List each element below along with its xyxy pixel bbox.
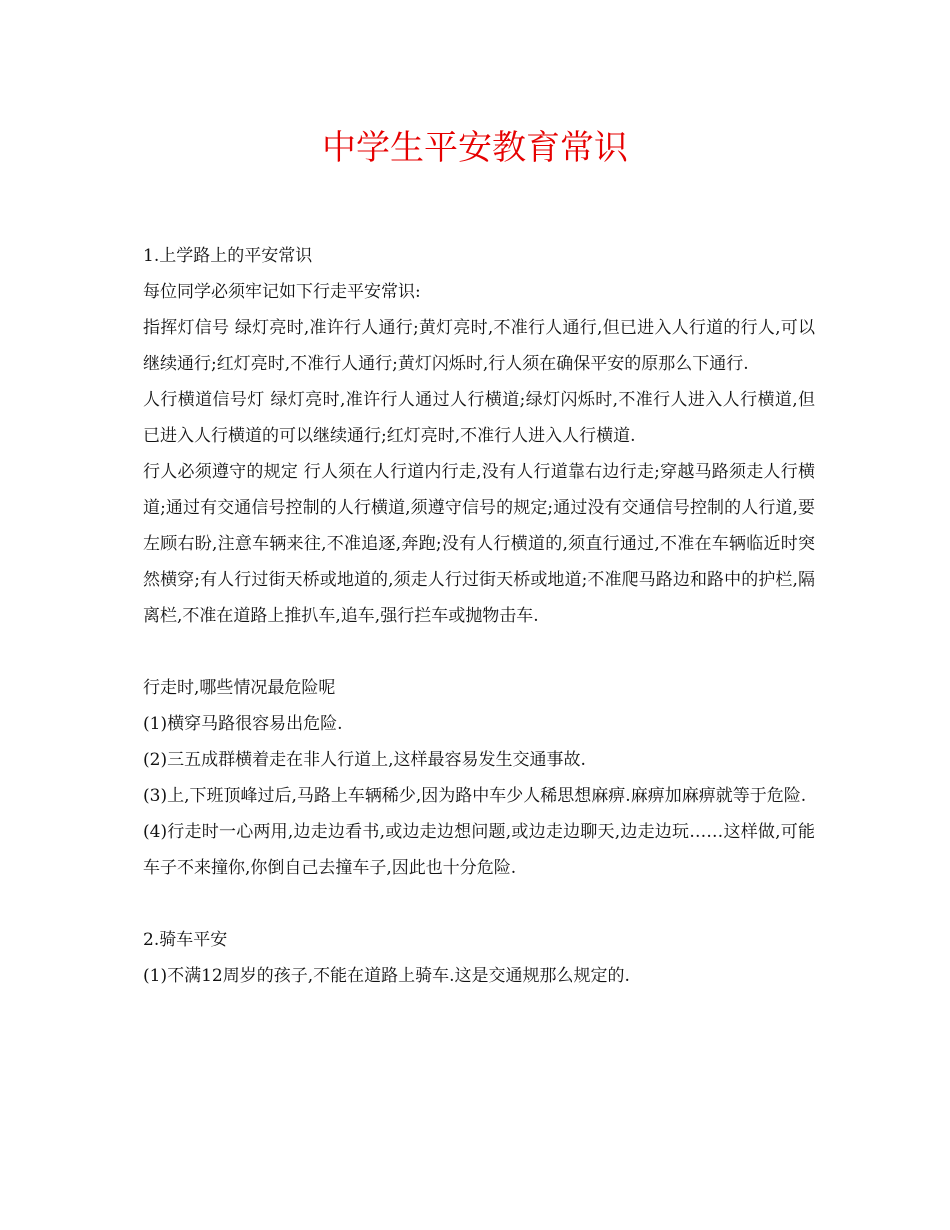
paragraph-pedestrian-rules: 行人必须遵守的规定 行人须在人行道内行走,没有人行道靠右边行走;穿越马路须走人行横道;通过有交通信号控制的人行横道,须遵守信号的规定;通过没有交通信号控制的人行道,要左顾右盼,注意车辆来往,不准追逐,奔跑;没有人行横道的,须直行通过,不准在车辆临近时突然横穿;有人行过街天桥或地道的,须走人行过街天桥或地道;不准爬马路边和路中的护栏,隔离栏,不准在道路上推扒车,追车,强行拦车或抛物击车. <box>143 462 815 626</box>
list-item-danger-2: (2)三五成群横着走在非人行道上,这样最容易发生交通事故. <box>143 750 586 770</box>
list-item-danger-1: (1)横穿马路很容易出危险. <box>143 714 343 734</box>
paragraph-intro: 每位同学必须牢记如下行走平安常识: <box>143 282 421 302</box>
section-heading-cycling-safety: 2.骑车平安 <box>143 930 228 950</box>
paragraph-spacer <box>143 634 815 670</box>
section-heading-walking-safety: 1.上学路上的平安常识 <box>143 246 313 266</box>
document-body <box>143 238 815 994</box>
subheading-dangers: 行走时,哪些情况最危险呢 <box>143 678 336 698</box>
list-item-cycling-1: (1)不满12周岁的孩子,不能在道路上骑车.这是交通规那么规定的. <box>143 966 630 986</box>
list-item-danger-4: (4)行走时一心两用,边走边看书,或边走边想问题,或边走边聊天,边走边玩……这样做,可能车子不来撞你,你倒自己去撞车子,因此也十分危险. <box>143 822 815 878</box>
paragraph-crosswalk-light: 人行横道信号灯 绿灯亮时,准许行人通过人行横道;绿灯闪烁时,不准行人进入人行横道,但已进入人行横道的可以继续通行;红灯亮时,不准行人进入人行横道. <box>143 390 815 446</box>
list-item-danger-3: (3)上,下班顶峰过后,马路上车辆稀少,因为路中车少人稀思想麻痹.麻痹加麻痹就等于危险. <box>143 786 807 806</box>
paragraph-spacer <box>143 886 815 922</box>
page-title: 中学生平安教育常识 <box>322 128 628 168</box>
paragraph-traffic-light: 指挥灯信号 绿灯亮时,准许行人通行;黄灯亮时,不准行人通行,但已进入人行道的行人,可以继续通行;红灯亮时,不准行人通行;黄灯闪烁时,行人须在确保平安的原那么下通行. <box>143 318 815 374</box>
